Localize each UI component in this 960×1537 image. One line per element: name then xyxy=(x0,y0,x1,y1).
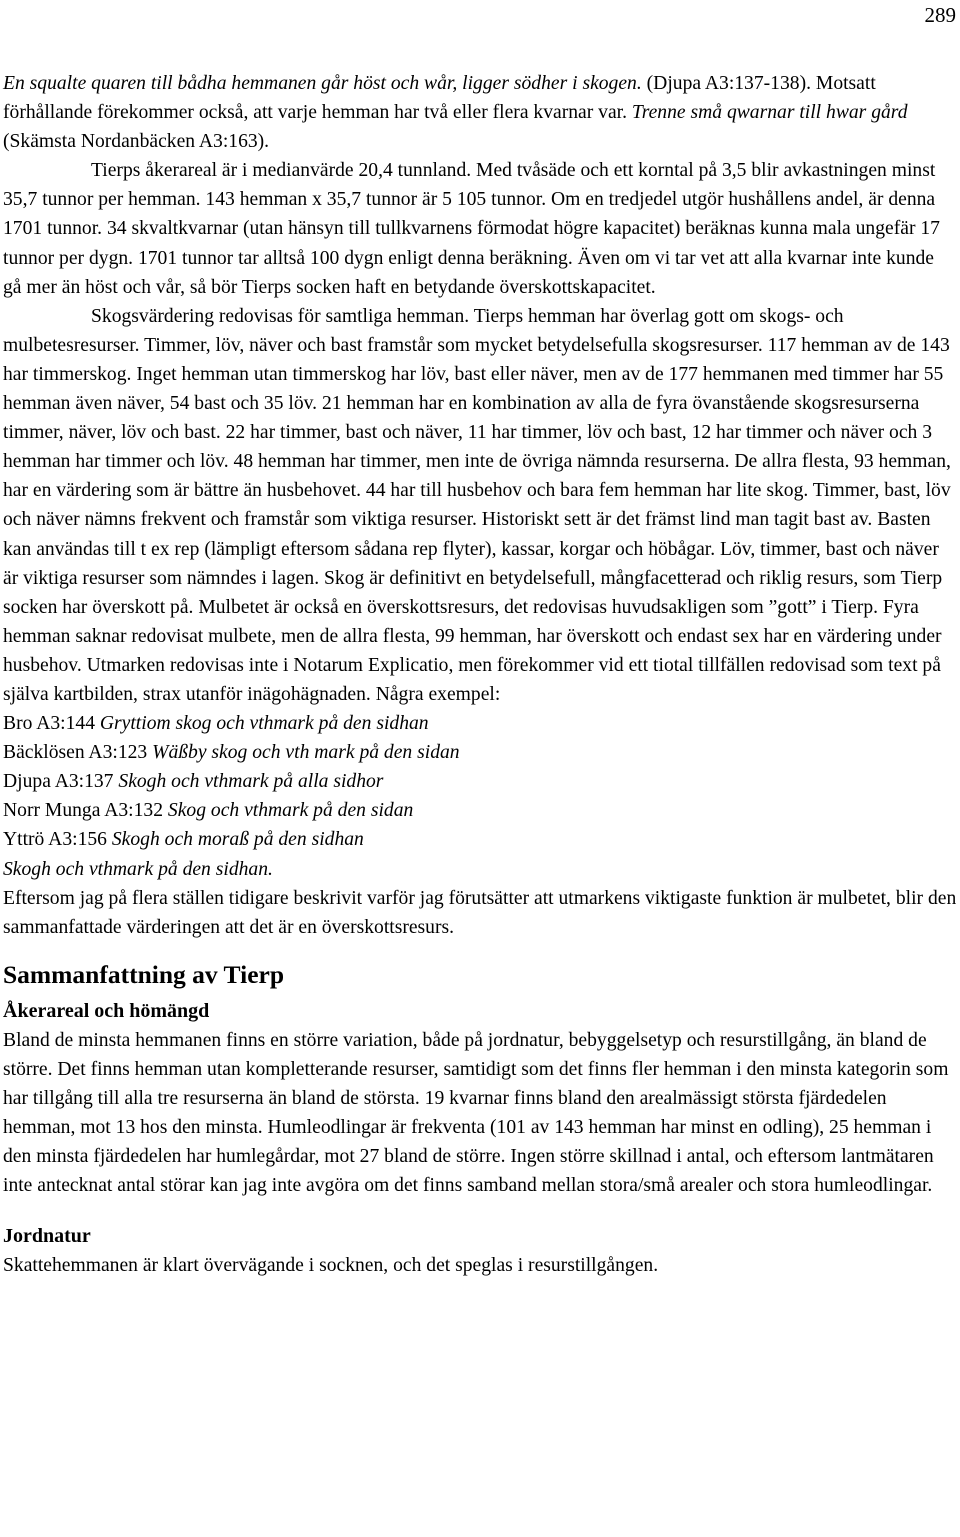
example-line xyxy=(3,767,957,796)
italic-quote-opening: En squalte quaren till bådha hemmanen går höst och wår, ligger södher i skogen. xyxy=(3,73,642,94)
example-line xyxy=(3,709,957,738)
example-place: Yttrö A3:156 xyxy=(3,829,112,851)
paragraph-summary-acreage: Bland de minsta hemmanen finns en större variation, både på jordnatur, bebyggelsetyp och resurstillgång, än bland de större. Det finns hemman utan kompletterande resurser, samtidigt som det finns fler hemman i den minsta kategorin som har tillgång till alla tre resurserna än bland de största. 19 kvarnar finns bland den arealmässigt största fjärdedelen hemman, mot 13 hos den minsta. Humleodlingar är frekventa (101 av 143 hemman har minst en odling), 25 hemman i den minsta fjärdedelen har humlegårdar, mot 27 bland de större. Ingen större skillnad i antal, och eftersom lantmätaren inte antecknat antal störar kan jag inte avgöra om det finns samband mellan stora/små arealer och stora humleodlingar. xyxy=(3,1029,949,1197)
paragraph-text: (Djupa A3:137-138). Motsatt förhållande förekommer också, att varje hemman har två eller flera kvarnar var. xyxy=(3,73,876,124)
example-quote: Skogh och vthmark på alla sidhor xyxy=(118,771,384,793)
paragraph-conclusion: Eftersom jag på flera ställen tidigare beskrivit varför jag förutsätter att utmarkens viktigaste funktion är mulbetet, blir den sammanfattade värderingen att det är en överskottsresurs. xyxy=(3,887,957,938)
section-title: Sammanfattning av Tierp xyxy=(3,959,285,989)
paragraph-text: (Skämsta Nordanbäcken A3:163). xyxy=(3,131,270,153)
example-line xyxy=(3,825,957,854)
paragraph-mill-quote xyxy=(3,69,957,156)
example-place: Djupa A3:137 xyxy=(3,771,119,793)
italic-quote: Trenne små qwarnar till hwar gård xyxy=(631,102,908,124)
example-place: Bäcklösen A3:123 xyxy=(3,742,153,764)
page-number: 289 xyxy=(924,3,956,27)
example-place: Norr Munga A3:132 xyxy=(3,800,168,822)
example-quote: Skog och vthmark på den sidan xyxy=(167,800,414,822)
example-quote: Skogh och moraß på den sidhan xyxy=(111,829,364,851)
paragraph-forest-valuation: Skogsvärdering redovisas för samtliga hemman. Tierps hemman har överlag gott om skogs- och mulbetesresurser. Timmer, löv, näver och bast framstår som mycket betydelsefulla skogsresurser. 117 hemman av de 143 har timmerskog. Inget hemman utan timmerskog har löv, bast eller näver, men av de 177 hemmanen med timmer har 55 hemman även näver, 54 bast och 35 löv. 21 hemman har en kombination av alla de fyra övanstående skogsresurserna timmer, näver, löv och bast. 22 har timmer, bast och näver, 11 har timmer, löv och bast, 12 har timmer och näver och 3 hemman har timmer och löv. 48 hemman har timmer, men inte de övriga nämnda resurserna. De allra flesta, 93 hemman, har en värdering som är bättre än husbehovet. 44 har till husbehov och bara fem hemman har lite skog. Timmer, bast, löv och näver nämns frekvent och framstår som viktiga resurser. Historiskt sett är det främst lind man tagit bast av. Basten kan användas till t ex rep (lämpligt eftersom sådana rep flyter), kassar, korgar och höbågar. Löv, timmer, bast och näver är viktiga resurser som nämndes i lagen. Skog är definitivt en betydelsefull, mångfacetterad och riklig resurs, som Tierp socken har överskott på. Mulbetet är också en överskottsresurs, det redovisas huvudsakligen som ”gott” i Tierp. Fyra hemman saknar redovisat mulbete, men de allra flesta, 99 hemman, har överskott och endast sex har en värdering under husbehov. Utmarken redovisas inte i Notarum Explicatio, men förekommer vid ett tiotal tillfällen redovisad som text på själva kartbilden, strax utanför inägohägnaden. Några exempel: xyxy=(3,305,951,705)
paragraph-acreage: Tierps åkerareal är i medianvärde 20,4 tunnland. Med tvåsäde och ett korntal på 3,5 blir avkastningen minst 35,7 tunnor per hemman. 143 hemman x 35,7 tunnor är 5 105 tunnor. Om en tredjedel utgör hushållens andel, är denna 1701 tunnor. 34 skvaltkvarnar (utan hänsyn till tullkvarnens förmodat högre kapacitet) beräknas kunna mala ungefär 17 tunnor per dygn. 1701 tunnor tar alltså 100 dygn enligt denna beräkning. Även om vi tar vet att alla kvarnar inte kunde gå mer än höst och vår, så bör Tierps socken haft en betydande överskottskapacitet. xyxy=(3,160,940,298)
example-place: Bro A3:144 xyxy=(3,713,100,735)
subsection-title-land-tenure: Jordnatur xyxy=(3,1225,91,1248)
example-line xyxy=(3,855,957,884)
example-quote: Gryttiom skog och vthmark på den sidhan xyxy=(99,713,429,735)
paragraph-summary-land-tenure: Skattehemmanen är klart övervägande i socknen, och det speglas i resurstillgången. xyxy=(3,1255,659,1277)
subsection-title-acreage: Åkerareal och hömängd xyxy=(3,999,210,1022)
example-line xyxy=(3,738,957,767)
body-text xyxy=(3,69,957,1280)
example-quote: Skogh och vthmark på den sidhan. xyxy=(3,858,273,880)
example-quote: Wäßby skog och vth mark på den sidan xyxy=(152,742,460,764)
example-line xyxy=(3,796,957,825)
